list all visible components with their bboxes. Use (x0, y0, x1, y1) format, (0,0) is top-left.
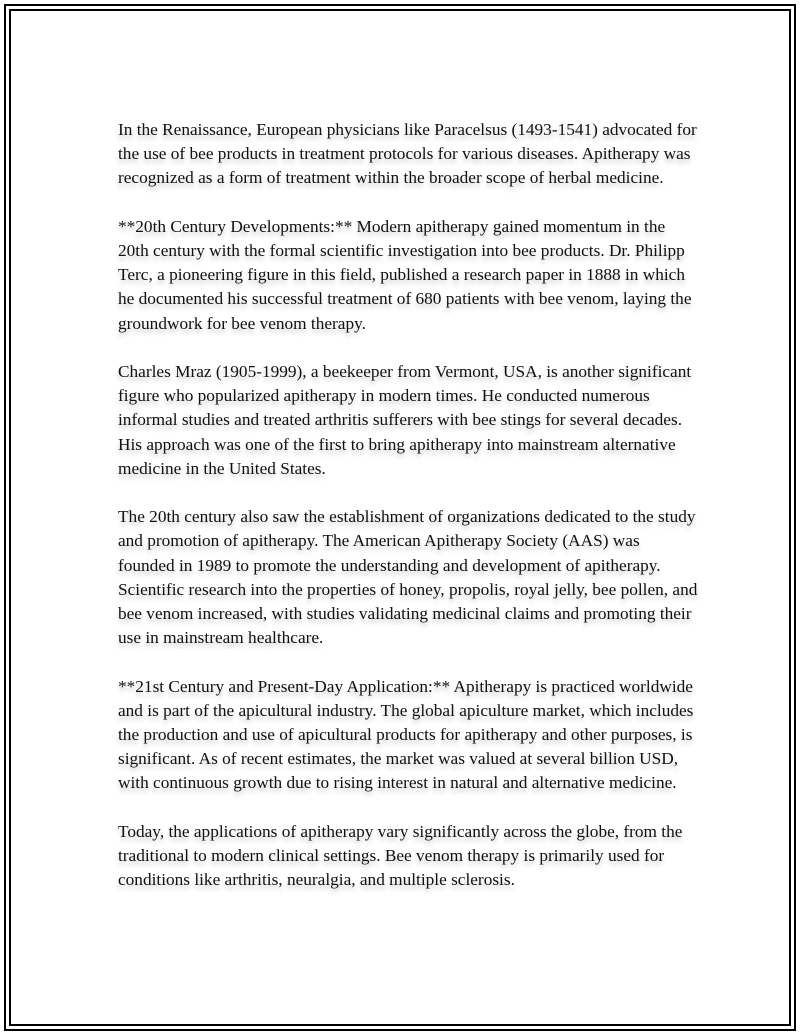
paragraph-charles-mraz: Charles Mraz (1905-1999), a beekeeper from Vermont, USA, is another significant figure who popularized apitherapy in modern times. He conducted numerous informal studies and treated arthritis sufferers with bee stings for several decades. His approach was one of the first to bring apitherapy into mainstream alternative medicine in the United States. (118, 362, 692, 478)
paragraph-organizations: The 20th century also saw the establishment of organizations dedicated to the study and promotion of apitherapy. The American Apitherapy Society (AAS) was founded in 1989 to promote the understanding and development of apitherapy. Scientific research into the properties of honey, propolis, royal jelly, bee pollen, and bee venom increased, with studies validating medicinal claims and promoting their use in mainstream healthcare. (118, 507, 698, 648)
paragraph-today: Today, the applications of apitherapy vary significantly across the globe, from the traditional to modern clinical settings. Bee venom therapy is primarily used for conditions like arthritis, neuralgia, and multiple sclerosis. (118, 821, 683, 890)
paragraph-20th-century-developments: **20th Century Developments:** Modern apitherapy gained momentum in the 20th century with the formal scientific investigation into bee products. Dr. Philipp Terc, a pioneering figure in this field, published a research paper in 1888 in which he documented his successful treatment of 680 patients with bee venom, laying the groundwork for bee venom therapy. (118, 216, 692, 333)
paragraph-21st-century: **21st Century and Present-Day Application:** Apitherapy is practiced worldwide and is part of the apicultural industry. The global apiculture market, which includes the production and use of apicultural products for apitherapy and other purposes, is significant. As of recent estimates, the market was valued at several billion USD, with continuous growth due to rising interest in natural and alternative medicine. (118, 676, 694, 793)
document-body (118, 118, 698, 917)
paragraph-renaissance: In the Renaissance, European physicians like Paracelsus (1493-1541) advocated for the use of bee products in treatment protocols for various diseases. Apitherapy was recognized as a form of treatment within the broader scope of herbal medicine. (118, 120, 697, 188)
